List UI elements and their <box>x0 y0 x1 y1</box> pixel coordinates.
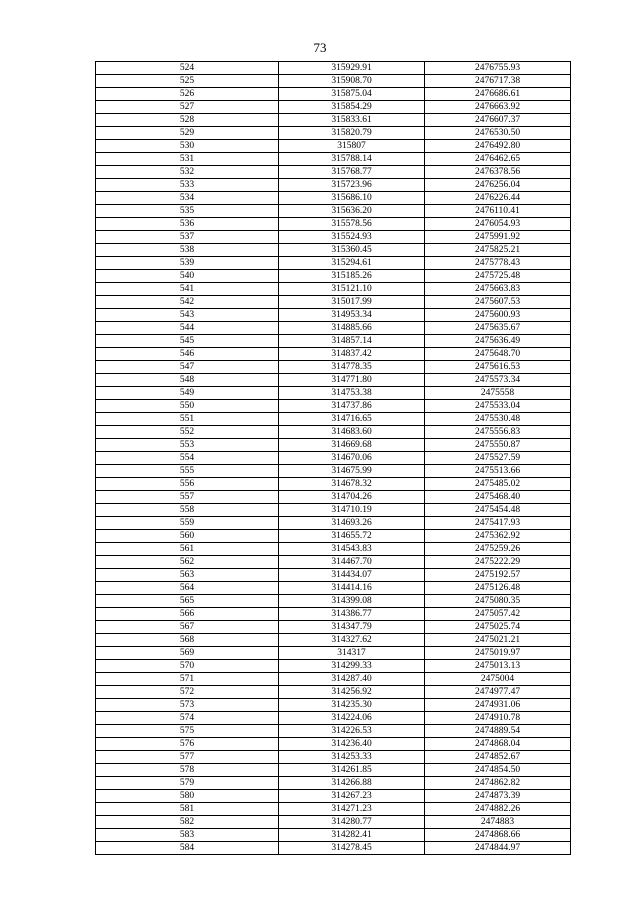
y-coordinate-cell: 2476226.44 <box>425 192 571 205</box>
table-row <box>96 88 571 101</box>
x-coordinate-cell: 315854.29 <box>279 101 425 114</box>
table-row <box>96 309 571 322</box>
x-coordinate-cell: 314266.88 <box>279 777 425 790</box>
table-row <box>96 166 571 179</box>
x-coordinate-cell: 315820.79 <box>279 127 425 140</box>
table-row <box>96 361 571 374</box>
y-coordinate-cell: 2475013.13 <box>425 660 571 673</box>
table-row <box>96 465 571 478</box>
x-coordinate-cell: 315908.70 <box>279 75 425 88</box>
x-coordinate-cell: 314543.83 <box>279 543 425 556</box>
x-coordinate-cell: 314885.66 <box>279 322 425 335</box>
table-row <box>96 621 571 634</box>
table-row <box>96 205 571 218</box>
x-coordinate-cell: 314675.99 <box>279 465 425 478</box>
x-coordinate-cell: 314678.32 <box>279 478 425 491</box>
y-coordinate-cell: 2475417.93 <box>425 517 571 530</box>
y-coordinate-cell: 2475126.48 <box>425 582 571 595</box>
x-coordinate-cell: 315185.26 <box>279 270 425 283</box>
table-row <box>96 452 571 465</box>
table-row <box>96 426 571 439</box>
table-row <box>96 127 571 140</box>
table-row <box>96 842 571 855</box>
y-coordinate-cell: 2475513.66 <box>425 465 571 478</box>
y-coordinate-cell: 2475222.29 <box>425 556 571 569</box>
x-coordinate-cell: 314327.62 <box>279 634 425 647</box>
table-row <box>96 803 571 816</box>
x-coordinate-cell: 314753.38 <box>279 387 425 400</box>
point-number-cell: 576 <box>96 738 279 751</box>
table-row <box>96 75 571 88</box>
table-row <box>96 374 571 387</box>
y-coordinate-cell: 2475778.43 <box>425 257 571 270</box>
x-coordinate-cell: 315017.99 <box>279 296 425 309</box>
point-number-cell: 527 <box>96 101 279 114</box>
x-coordinate-cell: 315768.77 <box>279 166 425 179</box>
x-coordinate-cell: 314386.77 <box>279 608 425 621</box>
y-coordinate-cell: 2475636.49 <box>425 335 571 348</box>
y-coordinate-cell: 2475558 <box>425 387 571 400</box>
point-number-cell: 578 <box>96 764 279 777</box>
table-row <box>96 790 571 803</box>
x-coordinate-cell: 315578.56 <box>279 218 425 231</box>
point-number-cell: 558 <box>96 504 279 517</box>
point-number-cell: 560 <box>96 530 279 543</box>
y-coordinate-cell: 2474889.54 <box>425 725 571 738</box>
y-coordinate-cell: 2475454.48 <box>425 504 571 517</box>
y-coordinate-cell: 2475825.21 <box>425 244 571 257</box>
point-number-cell: 528 <box>96 114 279 127</box>
x-coordinate-cell: 314669.68 <box>279 439 425 452</box>
y-coordinate-cell: 2476256.04 <box>425 179 571 192</box>
point-number-cell: 535 <box>96 205 279 218</box>
y-coordinate-cell: 2475616.53 <box>425 361 571 374</box>
point-number-cell: 541 <box>96 283 279 296</box>
y-coordinate-cell: 2474873.39 <box>425 790 571 803</box>
point-number-cell: 559 <box>96 517 279 530</box>
y-coordinate-cell: 2476530.50 <box>425 127 571 140</box>
point-number-cell: 568 <box>96 634 279 647</box>
y-coordinate-cell: 2475635.67 <box>425 322 571 335</box>
y-coordinate-cell: 2475362.92 <box>425 530 571 543</box>
point-number-cell: 548 <box>96 374 279 387</box>
x-coordinate-cell: 315929.91 <box>279 62 425 75</box>
point-number-cell: 552 <box>96 426 279 439</box>
x-coordinate-cell: 314771.80 <box>279 374 425 387</box>
x-coordinate-cell: 314655.72 <box>279 530 425 543</box>
x-coordinate-cell: 315121.10 <box>279 283 425 296</box>
x-coordinate-cell: 314710.19 <box>279 504 425 517</box>
point-number-cell: 547 <box>96 361 279 374</box>
point-number-cell: 569 <box>96 647 279 660</box>
y-coordinate-cell: 2476663.92 <box>425 101 571 114</box>
point-number-cell: 583 <box>96 829 279 842</box>
x-coordinate-cell: 314837.42 <box>279 348 425 361</box>
point-number-cell: 537 <box>96 231 279 244</box>
point-number-cell: 564 <box>96 582 279 595</box>
point-number-cell: 584 <box>96 842 279 855</box>
point-number-cell: 544 <box>96 322 279 335</box>
y-coordinate-cell: 2475192.57 <box>425 569 571 582</box>
y-coordinate-cell: 2475057.42 <box>425 608 571 621</box>
point-number-cell: 530 <box>96 140 279 153</box>
point-number-cell: 574 <box>96 712 279 725</box>
y-coordinate-cell: 2476462.65 <box>425 153 571 166</box>
y-coordinate-cell: 2474931.06 <box>425 699 571 712</box>
table-row <box>96 569 571 582</box>
table-row <box>96 595 571 608</box>
y-coordinate-cell: 2475550.87 <box>425 439 571 452</box>
x-coordinate-cell: 314683.60 <box>279 426 425 439</box>
y-coordinate-cell: 2475004 <box>425 673 571 686</box>
x-coordinate-cell: 314467.70 <box>279 556 425 569</box>
x-coordinate-cell: 314399.08 <box>279 595 425 608</box>
point-number-cell: 555 <box>96 465 279 478</box>
point-number-cell: 551 <box>96 413 279 426</box>
x-coordinate-cell: 315360.45 <box>279 244 425 257</box>
x-coordinate-cell: 314236.40 <box>279 738 425 751</box>
table-row <box>96 699 571 712</box>
point-number-cell: 550 <box>96 400 279 413</box>
point-number-cell: 532 <box>96 166 279 179</box>
point-number-cell: 534 <box>96 192 279 205</box>
point-number-cell: 531 <box>96 153 279 166</box>
coordinates-table-body <box>96 62 571 855</box>
table-row <box>96 530 571 543</box>
y-coordinate-cell: 2475080.35 <box>425 595 571 608</box>
table-row <box>96 283 571 296</box>
table-row <box>96 322 571 335</box>
x-coordinate-cell: 314716.65 <box>279 413 425 426</box>
point-number-cell: 563 <box>96 569 279 582</box>
x-coordinate-cell: 314278.45 <box>279 842 425 855</box>
point-number-cell: 549 <box>96 387 279 400</box>
table-row <box>96 231 571 244</box>
x-coordinate-cell: 315875.04 <box>279 88 425 101</box>
x-coordinate-cell: 314778.35 <box>279 361 425 374</box>
point-number-cell: 538 <box>96 244 279 257</box>
x-coordinate-cell: 314670.06 <box>279 452 425 465</box>
point-number-cell: 526 <box>96 88 279 101</box>
table-row <box>96 738 571 751</box>
table-row <box>96 543 571 556</box>
y-coordinate-cell: 2474852.67 <box>425 751 571 764</box>
table-row <box>96 504 571 517</box>
point-number-cell: 546 <box>96 348 279 361</box>
y-coordinate-cell: 2475648.70 <box>425 348 571 361</box>
y-coordinate-cell: 2474854.50 <box>425 764 571 777</box>
x-coordinate-cell: 314253.33 <box>279 751 425 764</box>
table-row <box>96 101 571 114</box>
y-coordinate-cell: 2475527.59 <box>425 452 571 465</box>
table-row <box>96 400 571 413</box>
point-number-cell: 579 <box>96 777 279 790</box>
x-coordinate-cell: 314267.23 <box>279 790 425 803</box>
y-coordinate-cell: 2476110.41 <box>425 205 571 218</box>
table-row <box>96 62 571 75</box>
y-coordinate-cell: 2475533.04 <box>425 400 571 413</box>
table-row <box>96 270 571 283</box>
y-coordinate-cell: 2474862.82 <box>425 777 571 790</box>
x-coordinate-cell: 315833.61 <box>279 114 425 127</box>
y-coordinate-cell: 2474882.26 <box>425 803 571 816</box>
table-row <box>96 816 571 829</box>
table-row <box>96 673 571 686</box>
table-row <box>96 413 571 426</box>
point-number-cell: 536 <box>96 218 279 231</box>
point-number-cell: 577 <box>96 751 279 764</box>
y-coordinate-cell: 2475468.40 <box>425 491 571 504</box>
x-coordinate-cell: 314737.86 <box>279 400 425 413</box>
table-row <box>96 478 571 491</box>
y-coordinate-cell: 2475556.83 <box>425 426 571 439</box>
y-coordinate-cell: 2475991.92 <box>425 231 571 244</box>
y-coordinate-cell: 2474844.97 <box>425 842 571 855</box>
y-coordinate-cell: 2475607.53 <box>425 296 571 309</box>
point-number-cell: 561 <box>96 543 279 556</box>
point-number-cell: 572 <box>96 686 279 699</box>
coordinates-table <box>95 61 571 855</box>
x-coordinate-cell: 315524.93 <box>279 231 425 244</box>
x-coordinate-cell: 314224.06 <box>279 712 425 725</box>
x-coordinate-cell: 314280.77 <box>279 816 425 829</box>
y-coordinate-cell: 2475025.74 <box>425 621 571 634</box>
table-row <box>96 764 571 777</box>
point-number-cell: 565 <box>96 595 279 608</box>
point-number-cell: 571 <box>96 673 279 686</box>
point-number-cell: 556 <box>96 478 279 491</box>
y-coordinate-cell: 2475573.34 <box>425 374 571 387</box>
point-number-cell: 580 <box>96 790 279 803</box>
table-row <box>96 712 571 725</box>
table-row <box>96 439 571 452</box>
table-row <box>96 114 571 127</box>
x-coordinate-cell: 314953.34 <box>279 309 425 322</box>
x-coordinate-cell: 314256.92 <box>279 686 425 699</box>
table-row <box>96 296 571 309</box>
x-coordinate-cell: 314434.07 <box>279 569 425 582</box>
x-coordinate-cell: 314226.53 <box>279 725 425 738</box>
x-coordinate-cell: 315788.14 <box>279 153 425 166</box>
y-coordinate-cell: 2476054.93 <box>425 218 571 231</box>
point-number-cell: 567 <box>96 621 279 634</box>
table-row <box>96 218 571 231</box>
x-coordinate-cell: 314271.23 <box>279 803 425 816</box>
y-coordinate-cell: 2474977.47 <box>425 686 571 699</box>
table-row <box>96 517 571 530</box>
y-coordinate-cell: 2474868.66 <box>425 829 571 842</box>
x-coordinate-cell: 314693.26 <box>279 517 425 530</box>
table-row <box>96 335 571 348</box>
table-row <box>96 348 571 361</box>
table-row <box>96 153 571 166</box>
table-row <box>96 608 571 621</box>
table-row <box>96 491 571 504</box>
point-number-cell: 524 <box>96 62 279 75</box>
x-coordinate-cell: 314235.30 <box>279 699 425 712</box>
y-coordinate-cell: 2474868.04 <box>425 738 571 751</box>
point-number-cell: 582 <box>96 816 279 829</box>
y-coordinate-cell: 2475485.02 <box>425 478 571 491</box>
table-row <box>96 140 571 153</box>
x-coordinate-cell: 314347.79 <box>279 621 425 634</box>
point-number-cell: 533 <box>96 179 279 192</box>
y-coordinate-cell: 2475530.48 <box>425 413 571 426</box>
y-coordinate-cell: 2476686.61 <box>425 88 571 101</box>
point-number-cell: 545 <box>96 335 279 348</box>
x-coordinate-cell: 314287.40 <box>279 673 425 686</box>
point-number-cell: 575 <box>96 725 279 738</box>
y-coordinate-cell: 2475725.48 <box>425 270 571 283</box>
point-number-cell: 542 <box>96 296 279 309</box>
table-row <box>96 660 571 673</box>
x-coordinate-cell: 315807 <box>279 140 425 153</box>
point-number-cell: 554 <box>96 452 279 465</box>
table-row <box>96 777 571 790</box>
y-coordinate-cell: 2474883 <box>425 816 571 829</box>
point-number-cell: 566 <box>96 608 279 621</box>
y-coordinate-cell: 2476755.93 <box>425 62 571 75</box>
x-coordinate-cell: 315723.96 <box>279 179 425 192</box>
table-row <box>96 257 571 270</box>
x-coordinate-cell: 314299.33 <box>279 660 425 673</box>
point-number-cell: 543 <box>96 309 279 322</box>
table-row <box>96 686 571 699</box>
y-coordinate-cell: 2476492.80 <box>425 140 571 153</box>
y-coordinate-cell: 2476717.38 <box>425 75 571 88</box>
table-row <box>96 244 571 257</box>
x-coordinate-cell: 314261.85 <box>279 764 425 777</box>
point-number-cell: 557 <box>96 491 279 504</box>
table-row <box>96 725 571 738</box>
x-coordinate-cell: 315294.61 <box>279 257 425 270</box>
y-coordinate-cell: 2476378.56 <box>425 166 571 179</box>
point-number-cell: 525 <box>96 75 279 88</box>
y-coordinate-cell: 2475259.26 <box>425 543 571 556</box>
table-row <box>96 179 571 192</box>
table-row <box>96 647 571 660</box>
table-row <box>96 829 571 842</box>
x-coordinate-cell: 314317 <box>279 647 425 660</box>
table-row <box>96 556 571 569</box>
x-coordinate-cell: 314282.41 <box>279 829 425 842</box>
point-number-cell: 562 <box>96 556 279 569</box>
point-number-cell: 581 <box>96 803 279 816</box>
y-coordinate-cell: 2476607.37 <box>425 114 571 127</box>
x-coordinate-cell: 314414.16 <box>279 582 425 595</box>
y-coordinate-cell: 2475021.21 <box>425 634 571 647</box>
point-number-cell: 553 <box>96 439 279 452</box>
y-coordinate-cell: 2475019.97 <box>425 647 571 660</box>
point-number-cell: 540 <box>96 270 279 283</box>
point-number-cell: 529 <box>96 127 279 140</box>
page-number: 73 <box>313 40 327 55</box>
point-number-cell: 573 <box>96 699 279 712</box>
table-row <box>96 582 571 595</box>
y-coordinate-cell: 2474910.78 <box>425 712 571 725</box>
table-row <box>96 387 571 400</box>
point-number-cell: 570 <box>96 660 279 673</box>
x-coordinate-cell: 315636.20 <box>279 205 425 218</box>
x-coordinate-cell: 315686.10 <box>279 192 425 205</box>
point-number-cell: 539 <box>96 257 279 270</box>
table-row <box>96 751 571 764</box>
table-row <box>96 634 571 647</box>
y-coordinate-cell: 2475600.93 <box>425 309 571 322</box>
x-coordinate-cell: 314857.14 <box>279 335 425 348</box>
x-coordinate-cell: 314704.26 <box>279 491 425 504</box>
y-coordinate-cell: 2475663.83 <box>425 283 571 296</box>
table-row <box>96 192 571 205</box>
